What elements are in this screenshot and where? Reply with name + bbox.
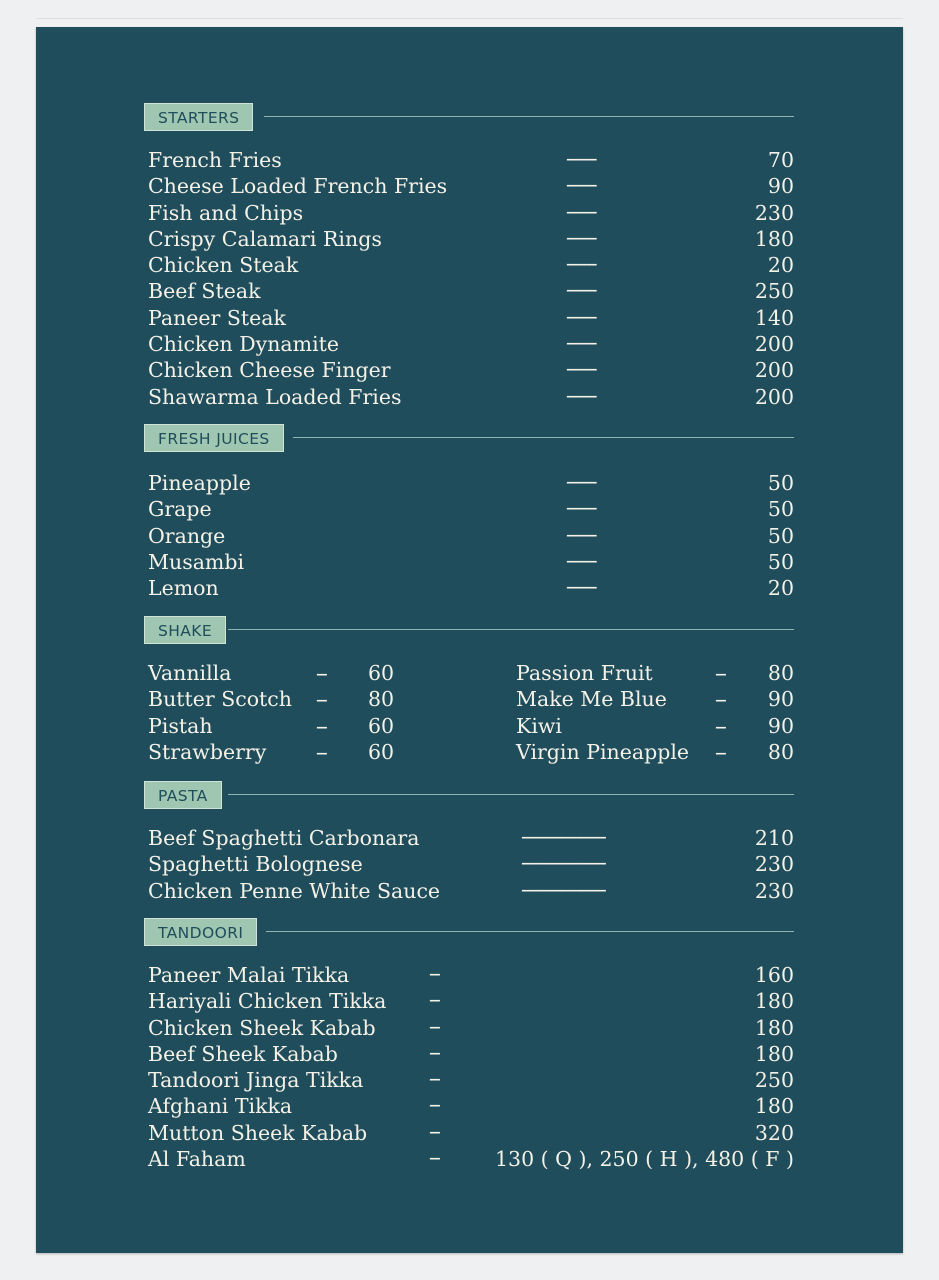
tandoori-list: [144, 962, 794, 1172]
item-price: 250: [754, 279, 794, 304]
item-price: 60: [368, 661, 395, 685]
item-name: Mutton Sheek Kabab: [148, 1120, 368, 1145]
item-separator: -----------------: [521, 850, 605, 875]
item-price: 160: [754, 963, 794, 987]
item-name: Orange: [148, 523, 226, 548]
menu-item-row: [144, 1041, 794, 1067]
item-price: 80: [368, 687, 395, 712]
item-price: 50: [767, 497, 794, 522]
item-price: 180: [754, 226, 794, 251]
item-name: Pineapple: [148, 471, 251, 495]
item-price: 180: [754, 1094, 794, 1119]
item-separator: ------: [566, 172, 596, 197]
item-name: Chicken Steak: [148, 253, 299, 278]
item-price: 20: [767, 253, 794, 278]
item-price: 80: [767, 739, 794, 764]
item-price: 80: [767, 661, 794, 685]
item-price: 180: [754, 1041, 794, 1066]
item-separator: --: [429, 1145, 439, 1170]
section-tandoori: [144, 918, 794, 1172]
item-separator: ------: [566, 251, 596, 276]
item-separator: --: [429, 1013, 439, 1038]
menu-item-row: [144, 686, 794, 712]
item-price: 200: [754, 358, 794, 383]
item-name: Chicken Sheek Kabab: [148, 1015, 376, 1040]
item-name: Beef Steak: [148, 279, 261, 304]
section-header: [144, 103, 794, 133]
section-title-badge: FRESH JUICES: [144, 424, 284, 452]
menu-item-row: [144, 988, 794, 1014]
menu-item-row: [144, 384, 794, 410]
item-price: 130 ( Q ), 250 ( H ), 480 ( F ): [495, 1147, 794, 1172]
item-name: Strawberry: [148, 739, 267, 764]
item-name: Al Faham: [148, 1147, 246, 1172]
item-name: Vannilla: [148, 661, 232, 685]
item-separator: --: [429, 1118, 439, 1143]
item-price: 230: [754, 852, 794, 877]
item-price: 70: [767, 148, 794, 172]
item-price: 90: [767, 713, 794, 738]
shake-list: [144, 660, 794, 765]
item-price: 90: [767, 174, 794, 199]
item-price: 140: [754, 305, 794, 330]
section-header: [144, 781, 794, 811]
menu-item-row: [144, 575, 794, 601]
item-name: Crispy Calamari Rings: [148, 226, 382, 251]
item-separator: --: [429, 1039, 439, 1064]
item-separator: -----------------: [521, 876, 605, 901]
item-separator: --: [429, 987, 439, 1012]
item-price: 180: [754, 989, 794, 1014]
menu-item-row: [144, 278, 794, 304]
item-name: Chicken Penne White Sauce: [148, 878, 441, 903]
section-title-badge: PASTA: [144, 781, 222, 809]
menu-item-row: [144, 549, 794, 575]
menu-item-row: [144, 331, 794, 357]
item-price: 320: [754, 1120, 794, 1145]
item-separator: --: [715, 739, 725, 764]
item-name: Butter Scotch: [148, 687, 292, 712]
item-separator: ------: [566, 146, 596, 170]
item-price: 210: [754, 826, 794, 850]
menu-item-row: [144, 523, 794, 549]
section-title-badge: TANDOORI: [144, 918, 257, 946]
item-separator: ------: [566, 356, 596, 381]
menu-item-row: [144, 713, 794, 739]
menu-item-row: [144, 825, 794, 851]
item-name: Paneer Malai Tikka: [148, 963, 350, 987]
page-top-edge: [36, 18, 903, 19]
item-separator: ------: [566, 382, 596, 407]
item-separator: --: [715, 687, 725, 712]
item-separator: ------: [566, 521, 596, 546]
menu-item-row: [144, 305, 794, 331]
menu-item-row: [144, 357, 794, 383]
item-name: Kiwi: [516, 713, 562, 738]
item-name: Beef Sheek Kabab: [148, 1041, 338, 1066]
menu-item-row: [144, 660, 794, 686]
item-name: Pistah: [148, 713, 213, 738]
pasta-list: [144, 825, 794, 904]
item-separator: ------: [566, 574, 596, 599]
item-separator: ------: [566, 495, 596, 520]
section-divider: [228, 794, 794, 795]
menu-item-row: [144, 1146, 794, 1172]
section-divider: [266, 931, 794, 932]
menu-page: [36, 27, 903, 1253]
menu-item-row: [144, 226, 794, 252]
section-pasta: [144, 781, 794, 904]
menu-item-row: [144, 496, 794, 522]
item-separator: --: [715, 713, 725, 738]
starters-list: [144, 147, 794, 410]
item-name: Fish and Chips: [148, 200, 304, 225]
menu-item-row: [144, 1120, 794, 1146]
item-name: Grape: [148, 497, 212, 522]
item-name: Spaghetti Bolognese: [148, 852, 363, 877]
item-name: Beef Spaghetti Carbonara: [148, 826, 420, 850]
item-separator: --: [429, 1092, 439, 1117]
item-separator: ------: [566, 469, 596, 493]
menu-item-row: [144, 252, 794, 278]
item-separator: ------: [566, 547, 596, 572]
item-separator: ------: [566, 277, 596, 302]
juices-list: [144, 470, 794, 601]
item-name: Chicken Cheese Finger: [148, 358, 391, 383]
item-price: 230: [754, 200, 794, 225]
menu-item-row: [144, 851, 794, 877]
menu-item-row: [144, 1093, 794, 1119]
section-header: [144, 424, 794, 454]
item-separator: --: [715, 661, 725, 685]
menu-item-row: [144, 200, 794, 226]
item-separator: ------: [566, 224, 596, 249]
menu-item-row: [144, 1067, 794, 1093]
item-name: Cheese Loaded French Fries: [148, 174, 448, 199]
item-name: Chicken Dynamite: [148, 332, 340, 357]
item-price: 20: [767, 576, 794, 601]
item-separator: --: [429, 1066, 439, 1091]
section-header: [144, 616, 794, 646]
section-title-badge: STARTERS: [144, 103, 253, 131]
item-price: 90: [767, 687, 794, 712]
item-name: Afghani Tikka: [148, 1094, 293, 1119]
item-price: 230: [754, 878, 794, 903]
item-price: 50: [767, 471, 794, 495]
item-name: Virgin Pineapple: [516, 739, 690, 764]
item-price: 50: [767, 523, 794, 548]
section-shake: [144, 616, 794, 765]
item-name: Tandoori Jinga Tikka: [148, 1068, 364, 1093]
menu-item-row: [144, 1015, 794, 1041]
item-price: 180: [754, 1015, 794, 1040]
item-separator: --: [316, 661, 326, 685]
section-divider: [264, 116, 794, 117]
item-price: 250: [754, 1068, 794, 1093]
item-price: 200: [754, 332, 794, 357]
section-divider: [228, 629, 794, 630]
item-separator: --: [316, 687, 326, 712]
section-title-badge: SHAKE: [144, 616, 226, 644]
section-starters: [144, 103, 794, 410]
item-separator: ------: [566, 198, 596, 223]
item-price: 60: [368, 739, 395, 764]
item-separator: -----------------: [521, 824, 605, 848]
item-name: Lemon: [148, 576, 219, 601]
item-price: 200: [754, 384, 794, 409]
item-name: Hariyali Chicken Tikka: [148, 989, 387, 1014]
item-separator: --: [316, 713, 326, 738]
menu-item-row: [144, 962, 794, 988]
menu-item-row: [144, 470, 794, 496]
item-name: Paneer Steak: [148, 305, 286, 330]
menu-item-row: [144, 878, 794, 904]
item-name: French Fries: [148, 148, 282, 172]
menu-item-row: [144, 173, 794, 199]
item-separator: ------: [566, 303, 596, 328]
item-name: Musambi: [148, 549, 245, 574]
item-separator: ------: [566, 330, 596, 355]
section-divider: [293, 437, 794, 438]
menu-item-row: [144, 147, 794, 173]
item-price: 50: [767, 549, 794, 574]
section-fresh-juices: [144, 424, 794, 601]
item-name: Passion Fruit: [516, 661, 653, 685]
item-price: 60: [368, 713, 395, 738]
section-header: [144, 918, 794, 948]
item-separator: --: [429, 961, 439, 985]
item-separator: --: [316, 739, 326, 764]
item-name: Shawarma Loaded Fries: [148, 384, 402, 409]
menu-item-row: [144, 739, 794, 765]
item-name: Make Me Blue: [516, 687, 667, 712]
